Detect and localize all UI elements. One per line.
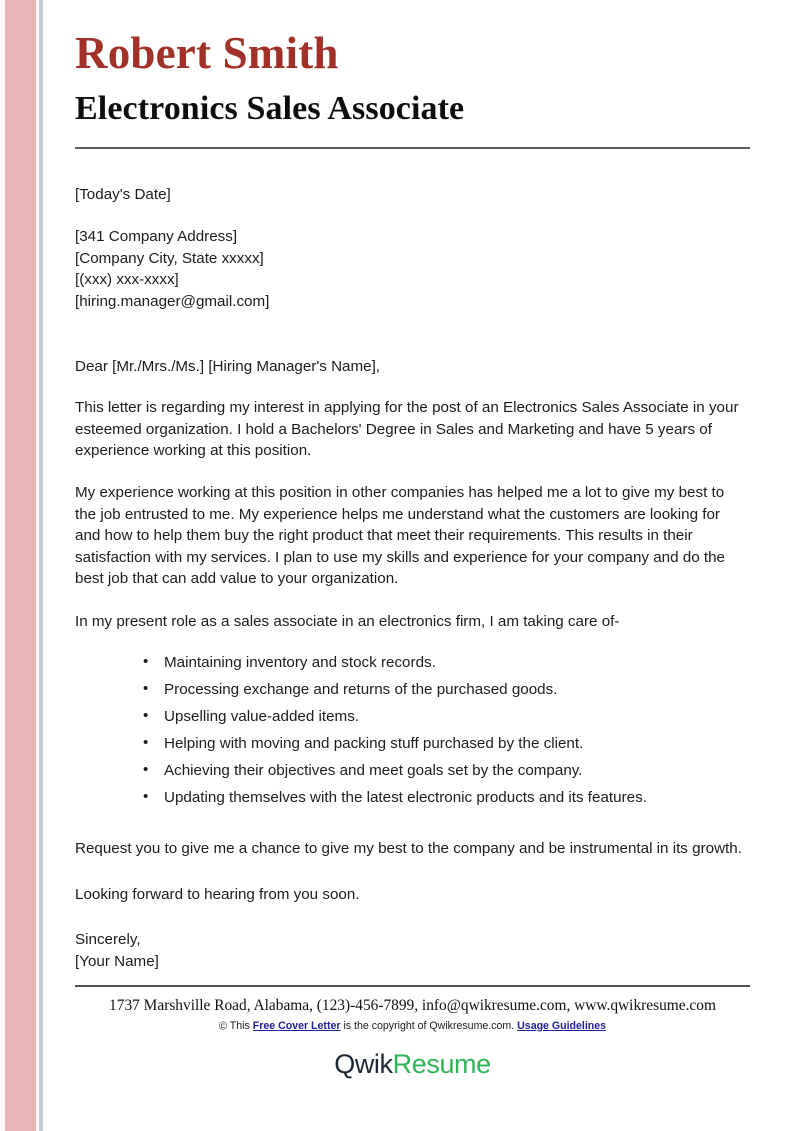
footer-copyright-line bbox=[75, 1020, 750, 1033]
list-item: • Updating themselves with the latest electronic products and its features. bbox=[75, 787, 745, 809]
recipient-address-line: [Company City, State xxxxx] bbox=[75, 249, 264, 267]
free-cover-letter-link[interactable]: Free Cover Letter bbox=[252, 1020, 341, 1032]
closing-looking-forward: Looking forward to hearing from you soon. bbox=[75, 885, 360, 903]
list-item: • Helping with moving and packing stuff purchased by the client. bbox=[75, 733, 745, 755]
footer-divider bbox=[75, 985, 750, 987]
recipient-address-line: [341 Company Address] bbox=[75, 228, 238, 246]
date-line: [Today's Date] bbox=[75, 185, 171, 203]
duties-list bbox=[75, 652, 745, 809]
recipient-address-line: [hiring.manager@gmail.com] bbox=[75, 293, 270, 311]
letter-footer bbox=[44, 985, 800, 1080]
salutation: Dear [Mr./Mrs./Ms.] [Hiring Manager's Name], bbox=[75, 357, 381, 375]
list-item: • Processing exchange and returns of the purchased goods. bbox=[75, 679, 745, 701]
qwikresume-logo[interactable] bbox=[75, 1049, 750, 1080]
letter-header bbox=[75, 0, 745, 149]
left-accent-rail bbox=[0, 0, 44, 1131]
body-paragraph-1: This letter is regarding my interest in applying for the post of an Electronics Sales Associate in your esteemed organization. I hold a Bachelors' Degree in Sales and Marketing and have 5 years of experience working at this position. bbox=[75, 399, 739, 460]
footer-contact-line: 1737 Marshville Road, Alabama, (123)-456-7899, info@qwikresume.com, www.qwikresume.com bbox=[109, 997, 716, 1014]
copyright-icon: © bbox=[218, 1020, 228, 1033]
letter-body bbox=[75, 184, 745, 973]
recipient-address-block bbox=[75, 226, 745, 312]
copyright-middle: is the copyright of Qwikresume.com. bbox=[343, 1020, 515, 1032]
applicant-job-title: Electronics Sales Associate bbox=[75, 89, 465, 127]
signature-block bbox=[75, 929, 745, 972]
brand-qwik-text: Qwik bbox=[334, 1048, 393, 1079]
signature-name: [Your Name] bbox=[75, 952, 159, 970]
list-item: • Upselling value-added items. bbox=[75, 706, 745, 728]
applicant-name: Robert Smith bbox=[75, 28, 339, 78]
copyright-prefix: This bbox=[229, 1020, 250, 1032]
brand-resume-text: Resume bbox=[392, 1048, 491, 1079]
duties-intro: In my present role as a sales associate in an electronics firm, I am taking care of- bbox=[75, 612, 620, 630]
list-item: • Achieving their objectives and meet goals set by the company. bbox=[75, 760, 745, 782]
header-divider bbox=[75, 147, 750, 149]
list-item: • Maintaining inventory and stock records. bbox=[75, 652, 745, 674]
rail-edge-line bbox=[39, 0, 43, 1131]
letter-content bbox=[44, 0, 800, 1131]
closing-request: Request you to give me a chance to give my best to the company and be instrumental in its growth. bbox=[75, 840, 742, 858]
recipient-address-line: [(xxx) xxx-xxxx] bbox=[75, 271, 179, 289]
body-paragraph-2: My experience working at this position in other companies has helped me a lot to give my best to the job entrusted to me. My experience helps me understand what the customers are looking for and how to help them buy the right product that meet their requirements. This results in their satisfaction with my services. I plan to use my skills and experience for your company and do the best job that can add value to your organization. bbox=[75, 484, 725, 588]
sign-off: Sincerely, bbox=[75, 931, 141, 949]
rail-pink-band bbox=[5, 0, 36, 1131]
usage-guidelines-link[interactable]: Usage Guidelines bbox=[517, 1020, 607, 1032]
